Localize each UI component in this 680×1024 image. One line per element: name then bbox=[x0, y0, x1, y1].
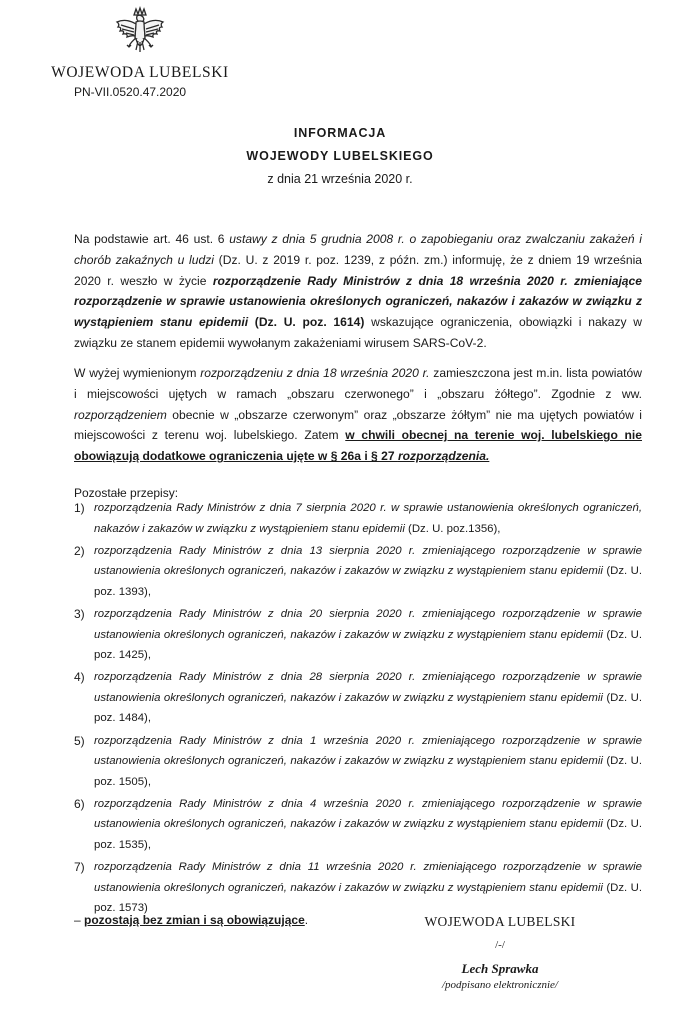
regulation-reference: (Dz. U. poz. 1484), bbox=[94, 691, 642, 725]
list-item bbox=[74, 857, 642, 919]
list-number: 7) bbox=[74, 860, 85, 875]
key-statement: w chwili obecnej na terenie woj. lubelskiego nie obowiązują dodatkowe ograniczenia ujęte w § 26a i § 27 bbox=[74, 428, 642, 464]
document-title: INFORMACJA bbox=[293, 126, 387, 140]
document-subtitle: WOJEWODY LUBELSKIEGO bbox=[246, 149, 434, 163]
regulation-text: rozporządzenia Rady Ministrów z dnia 28 sierpnia 2020 r. zmieniającego rozporządzenie w sprawie ustanowienia określonych ograniczeń, nakazów i zakazów w związku z wystąpieniem stanu epidemii bbox=[94, 671, 642, 704]
paragraph-legal-basis bbox=[74, 229, 642, 354]
list-item bbox=[74, 794, 642, 856]
list-item bbox=[74, 667, 642, 729]
regulations-list bbox=[74, 498, 642, 920]
regulation-title: rozporządzenie Rady Ministrów z dnia 18 września 2020 r. zmieniające rozporządzenie w sprawie ustanowienia określonych ograniczeń, nakazów i zakazów w związku z wystąpieniem stanu epidemii bbox=[74, 273, 642, 330]
regulation-text: rozporządzenia Rady Ministrów z dnia 7 sierpnia 2020 r. w sprawie ustanowienia określonych ograniczeń, nakazów i zakazów w związku z wystąpieniem stanu epidemii bbox=[94, 502, 642, 535]
list-number: 5) bbox=[74, 733, 85, 748]
regulation-reference: (Dz. U. poz. 1614) bbox=[248, 315, 365, 330]
list-number: 4) bbox=[74, 670, 85, 685]
list-number: 3) bbox=[74, 606, 85, 621]
regulation-text: rozporządzenia Rady Ministrów z dnia 13 sierpnia 2020 r. zmieniającego rozporządzenie w sprawie ustanowienia określonych ograniczeń, nakazów i zakazów w związku z wystąpieniem stanu epidemii bbox=[94, 544, 642, 578]
closing-text: pozostają bez zmian i są obowiązujące bbox=[84, 913, 305, 927]
signatory-name: Lech Sprawka bbox=[461, 961, 539, 976]
polish-eagle-emblem-icon bbox=[112, 6, 168, 62]
regulation-reference: (Dz. U. poz.1356), bbox=[404, 522, 501, 535]
regulation-text: rozporządzenia Rady Ministrów z dnia 1 września 2020 r. zmieniającego rozporządzenie w sprawie ustanowienia określonych ograniczeń, nakazów i zakazów w związku z wystąpieniem stanu epidemii bbox=[94, 734, 642, 768]
act-title: ustawy z dnia 5 grudnia 2008 r. o zapobieganiu oraz zwalczaniu zakażeń i chorób zakaźnych u ludzi bbox=[74, 232, 642, 267]
closing-statement bbox=[74, 913, 308, 927]
reference-number: PN-VII.0520.47.2020 bbox=[74, 85, 187, 99]
list-number: 2) bbox=[74, 543, 85, 558]
regulation-text: rozporządzenia Rady Ministrów z dnia 20 sierpnia 2020 r. zmieniającego rozporządzenie w sprawie ustanowienia określonych ograniczeń, nakazów i zakazów w związku z wystąpieniem stanu epidemii bbox=[94, 607, 642, 641]
list-item bbox=[74, 731, 642, 793]
text-run: obecnie w „obszarze czerwonym” oraz „obszarze żółtym” nie ma ujętych powiatów i miejscowości z terenu woj. lubelskiego. Zatem bbox=[74, 407, 642, 443]
regulation-mention: rozporządzeniu z dnia 18 września 2020 r. bbox=[200, 366, 430, 380]
closing-period: . bbox=[304, 913, 309, 927]
issuing-authority: WOJEWODA LUBELSKI bbox=[51, 64, 229, 81]
other-regulations-label: Pozostałe przepisy: bbox=[74, 486, 179, 500]
regulation-mention: rozporządzenia. bbox=[397, 449, 490, 464]
regulation-mention: rozporządzeniem bbox=[74, 407, 167, 422]
text-run: zamieszczona jest m.in. lista powiatów i miejscowości ujętych w ramach „obszaru czerwonego” i „obszaru żółtego”. Zgodnie z ww. bbox=[74, 366, 642, 401]
regulation-reference: (Dz. U. poz. 1393), bbox=[94, 565, 642, 598]
list-item bbox=[74, 541, 642, 603]
regulation-reference: (Dz. U. poz. 1505), bbox=[94, 755, 642, 788]
signature-mark: /-/ bbox=[495, 939, 505, 951]
text-run: wskazujące ograniczenia, obowiązki i nakazy w związku ze stanem epidemii wywołanym zakażeniami wirusem SARS-CoV-2. bbox=[74, 315, 642, 350]
text-run: Na podstawie art. 46 ust. 6 bbox=[74, 232, 230, 246]
regulation-reference: (Dz. U. poz. 1535), bbox=[94, 818, 642, 851]
list-item bbox=[74, 498, 642, 539]
document-date: z dnia 21 września 2020 r. bbox=[267, 172, 413, 186]
regulation-text: rozporządzenia Rady Ministrów z dnia 4 września 2020 r. zmieniającego rozporządzenie w sprawie ustanowienia określonych ograniczeń, nakazów i zakazów w związku z wystąpieniem stanu epidemii bbox=[94, 797, 642, 831]
regulation-reference: (Dz. U. poz. 1573) bbox=[94, 881, 642, 915]
list-item bbox=[74, 604, 642, 666]
paragraph-zones bbox=[74, 363, 642, 467]
text-run: (Dz. U. z 2019 r. poz. 1239, z późn. zm.) informuję, że z dniem 19 września 2020 r. weszło w życie bbox=[74, 252, 642, 288]
list-number: 6) bbox=[74, 796, 85, 811]
list-number: 1) bbox=[74, 501, 85, 515]
text-run: W wyżej wymienionym bbox=[74, 366, 201, 380]
signature-note: /podpisano elektronicznie/ bbox=[442, 979, 558, 991]
regulation-reference: (Dz. U. poz. 1425), bbox=[94, 628, 642, 662]
signature-title: WOJEWODA LUBELSKI bbox=[424, 914, 576, 929]
closing-dash: – bbox=[74, 913, 85, 927]
regulation-text: rozporządzenia Rady Ministrów z dnia 11 września 2020 r. zmieniającego rozporządzenie w sprawie ustanowienia określonych ograniczeń, nakazów i zakazów w związku z wystąpieniem stanu epidemii bbox=[94, 861, 642, 894]
letterhead bbox=[40, 6, 240, 82]
